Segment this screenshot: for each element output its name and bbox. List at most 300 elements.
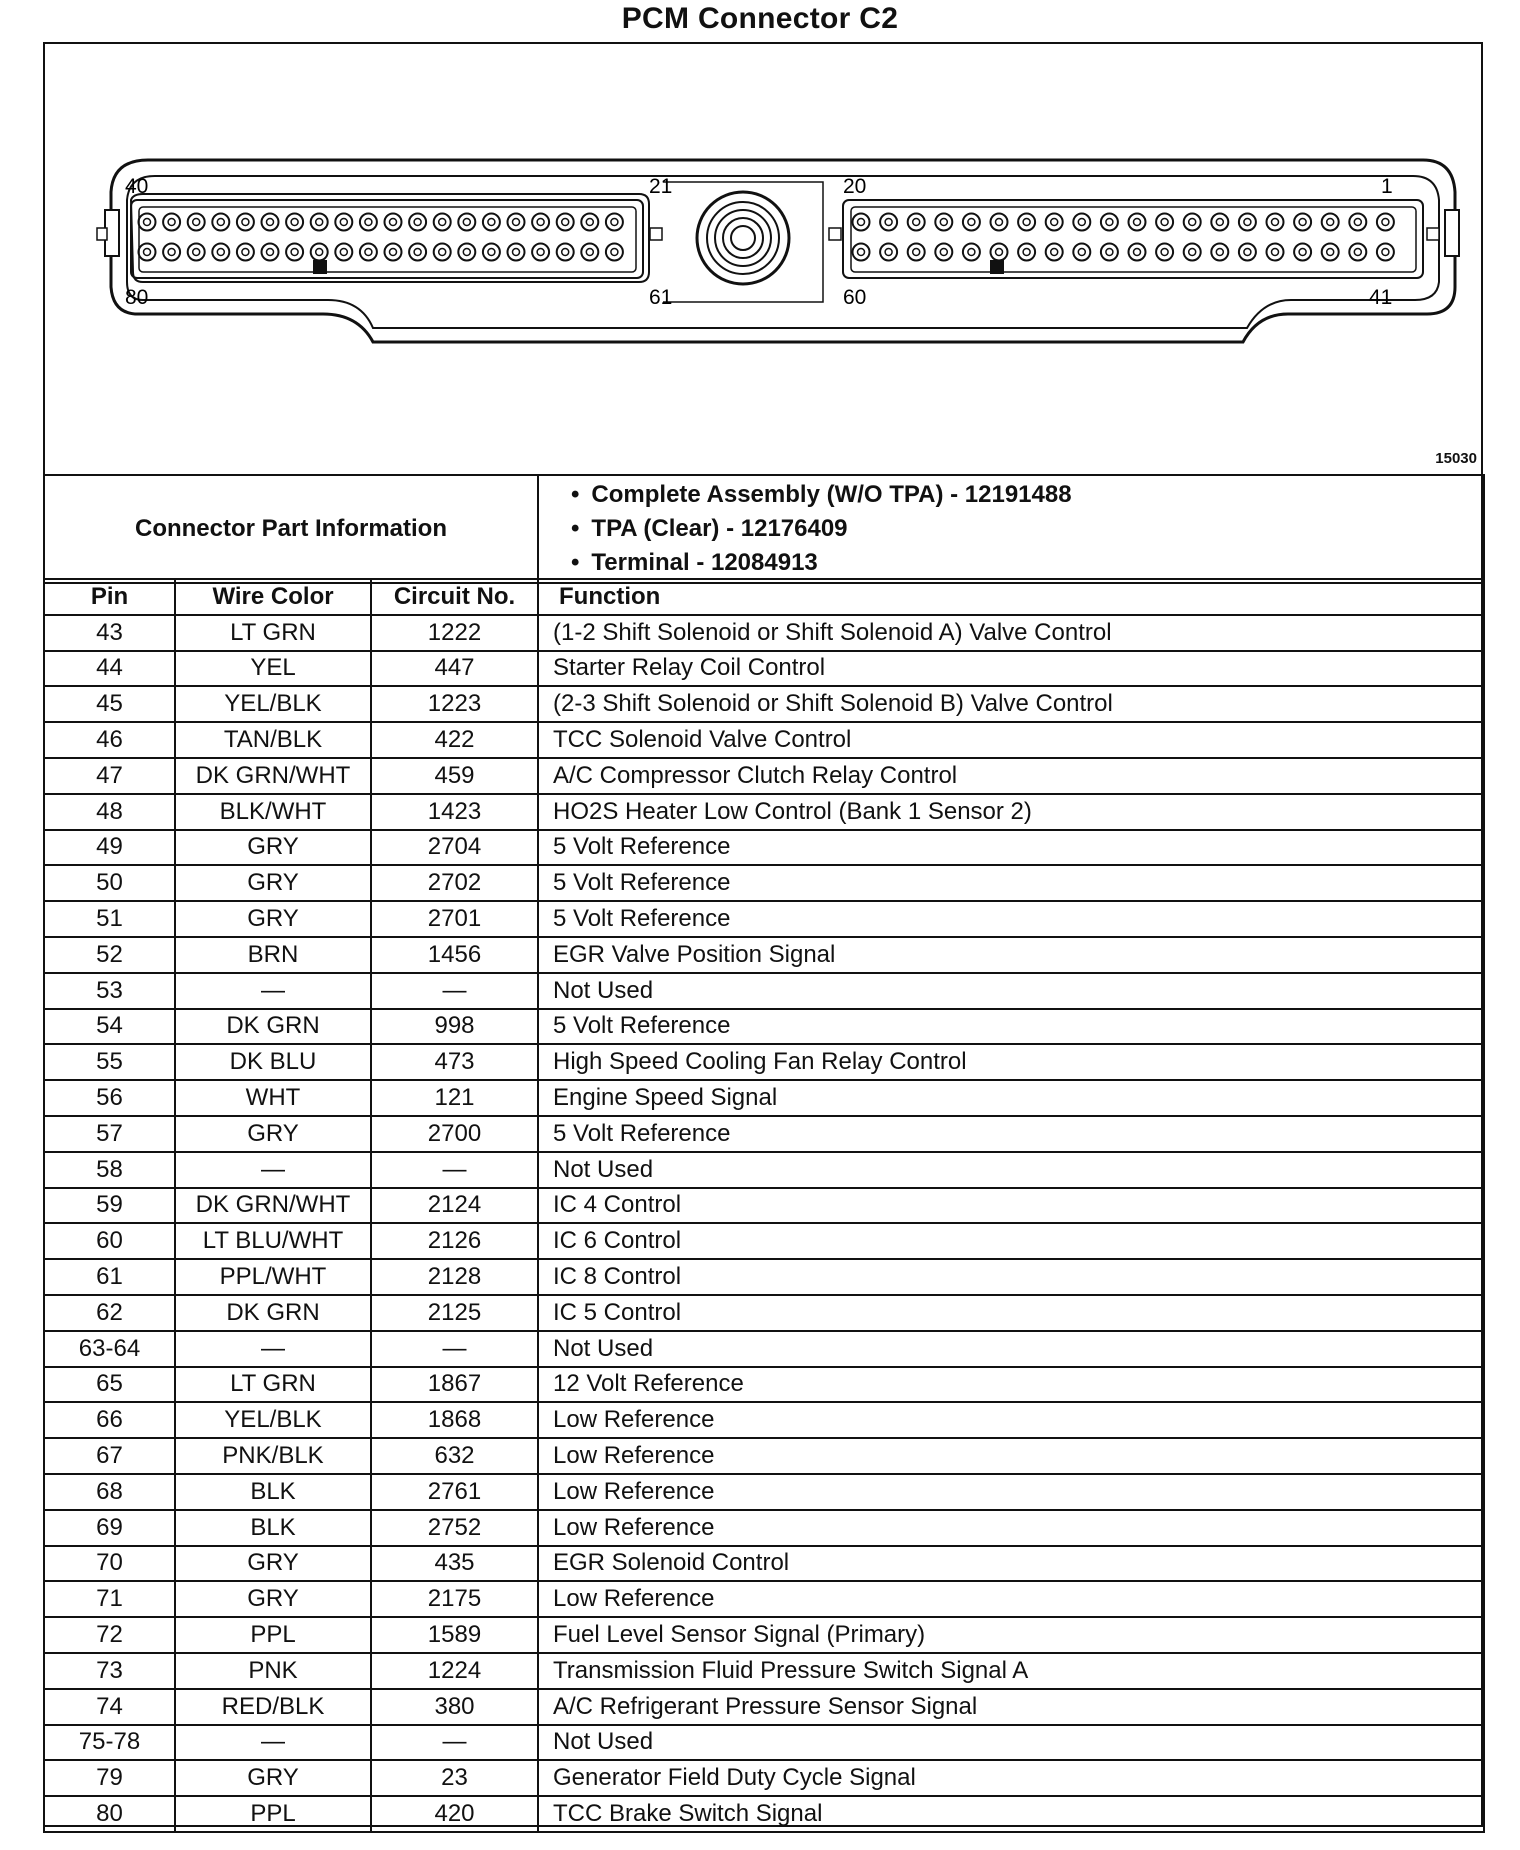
pin-socket-center (1189, 249, 1196, 256)
pin-socket-center (439, 219, 446, 226)
table-row (44, 1653, 1484, 1689)
pin-socket (963, 214, 980, 231)
pin-socket (1267, 244, 1284, 261)
pin-socket (1322, 244, 1339, 261)
pin-cell: 48 (44, 794, 175, 830)
wire-color-cell: DK GRN (175, 1009, 371, 1045)
pin-socket-center (1272, 219, 1279, 226)
table-row (44, 1259, 1484, 1295)
wire-color-cell: GRY (175, 830, 371, 866)
pin-cell: 53 (44, 973, 175, 1009)
function-cell: Not Used (538, 1331, 1484, 1367)
pin-socket-center (291, 219, 298, 226)
pin-socket-center (316, 249, 323, 256)
part-info-item: • TPA (Clear) - 12176409 (571, 512, 1483, 546)
pin-cell: 58 (44, 1152, 175, 1188)
wire-color-cell: BLK (175, 1510, 371, 1546)
function-cell: EGR Solenoid Control (538, 1546, 1484, 1582)
pin-cell: 61 (44, 1259, 175, 1295)
pin-socket (1156, 214, 1173, 231)
table-row (44, 1044, 1484, 1080)
pin-cell: 54 (44, 1009, 175, 1045)
table-row (44, 1689, 1484, 1725)
circuit-no-cell: 1456 (371, 937, 538, 973)
function-cell: IC 5 Control (538, 1295, 1484, 1331)
function-cell: HO2S Heater Low Control (Bank 1 Sensor 2) (538, 794, 1484, 830)
table-row (44, 1510, 1484, 1546)
pin-cell: 44 (44, 651, 175, 687)
pin-socket (311, 214, 328, 231)
pin-socket (991, 214, 1008, 231)
left-block-notch (650, 228, 662, 240)
wire-color-cell: DK GRN (175, 1295, 371, 1331)
pin-socket-center (291, 249, 298, 256)
pin-socket (1322, 214, 1339, 231)
pin-socket (1211, 244, 1228, 261)
pin-socket-center (217, 219, 224, 226)
pin-cell: 51 (44, 901, 175, 937)
pin-cell: 55 (44, 1044, 175, 1080)
pin-socket (1211, 214, 1228, 231)
right-block-notch (829, 228, 841, 240)
circuit-no-cell: 447 (371, 651, 538, 687)
pin-socket-center (1051, 249, 1058, 256)
pin-socket-center (537, 249, 544, 256)
function-cell: Low Reference (538, 1474, 1484, 1510)
pin-socket (163, 214, 180, 231)
pin-socket-center (513, 219, 520, 226)
pin-socket (286, 214, 303, 231)
pin-label-1: 1 (1381, 175, 1393, 198)
pin-socket-center (562, 249, 569, 256)
right-key-square (990, 260, 1004, 274)
pin-socket-center (1134, 219, 1141, 226)
function-cell: EGR Valve Position Signal (538, 937, 1484, 973)
function-cell: High Speed Cooling Fan Relay Control (538, 1044, 1484, 1080)
pin-cell: 46 (44, 722, 175, 758)
table-row (44, 1080, 1484, 1116)
pin-socket (409, 214, 426, 231)
circuit-no-cell: 2704 (371, 830, 538, 866)
pin-socket-center (463, 219, 470, 226)
pin-socket-center (537, 219, 544, 226)
pin-socket (1349, 244, 1366, 261)
function-cell: (1-2 Shift Solenoid or Shift Solenoid A) Valve Control (538, 615, 1484, 651)
pin-socket (1239, 244, 1256, 261)
pin-socket-center (1023, 249, 1030, 256)
pin-socket-center (1051, 219, 1058, 226)
left-pin-frame (131, 200, 643, 278)
function-cell: Transmission Fluid Pressure Switch Signal A (538, 1653, 1484, 1689)
pin-socket-center (1216, 219, 1223, 226)
function-cell: Not Used (538, 1725, 1484, 1761)
pin-table-body (44, 615, 1484, 1832)
pin-socket-center (562, 219, 569, 226)
pin-socket-center (1244, 219, 1251, 226)
pin-socket (532, 214, 549, 231)
pin-socket (935, 244, 952, 261)
pin-socket-center (996, 249, 1003, 256)
circuit-no-cell: 1224 (371, 1653, 538, 1689)
pin-socket-center (193, 249, 200, 256)
function-cell: IC 8 Control (538, 1259, 1484, 1295)
pin-socket (434, 214, 451, 231)
pin-socket (1156, 244, 1173, 261)
function-cell: Generator Field Duty Cycle Signal (538, 1760, 1484, 1796)
wire-color-cell: PNK (175, 1653, 371, 1689)
pin-socket (1377, 214, 1394, 231)
pin-socket-center (439, 249, 446, 256)
pin-socket (557, 214, 574, 231)
pin-socket-center (611, 219, 618, 226)
wire-color-cell: — (175, 973, 371, 1009)
wire-color-cell: PPL/WHT (175, 1259, 371, 1295)
pin-socket (360, 214, 377, 231)
pin-socket-center (267, 249, 274, 256)
function-cell: A/C Refrigerant Pressure Sensor Signal (538, 1689, 1484, 1725)
wire-color-cell: GRY (175, 1760, 371, 1796)
wire-color-cell: PNK/BLK (175, 1438, 371, 1474)
pin-socket-center (390, 219, 397, 226)
pin-socket-center (488, 219, 495, 226)
pin-socket (360, 244, 377, 261)
wire-color-cell: GRY (175, 1546, 371, 1582)
pin-socket (1377, 244, 1394, 261)
function-cell: 5 Volt Reference (538, 1116, 1484, 1152)
pin-cell: 69 (44, 1510, 175, 1546)
circuit-no-cell: 459 (371, 758, 538, 794)
function-cell: Low Reference (538, 1402, 1484, 1438)
pin-label-60: 60 (843, 286, 867, 309)
pin-socket-center (996, 219, 1003, 226)
pin-cell: 57 (44, 1116, 175, 1152)
function-cell: TCC Brake Switch Signal (538, 1796, 1484, 1832)
pin-socket (508, 214, 525, 231)
pin-socket (1129, 214, 1146, 231)
function-cell: Not Used (538, 1152, 1484, 1188)
wire-color-cell: WHT (175, 1080, 371, 1116)
function-cell: Low Reference (538, 1510, 1484, 1546)
table-row (44, 830, 1484, 866)
pin-socket-center (858, 249, 865, 256)
circuit-no-cell: 2761 (371, 1474, 538, 1510)
pin-socket (409, 244, 426, 261)
pin-label-80: 80 (125, 286, 149, 309)
connector-housing-outline (111, 160, 1455, 342)
wire-color-cell: — (175, 1725, 371, 1761)
table-row (44, 615, 1484, 651)
pin-socket-center (144, 249, 151, 256)
pin-socket (1294, 244, 1311, 261)
pin-socket-center (1299, 249, 1306, 256)
pin-cell: 50 (44, 865, 175, 901)
pin-cell: 72 (44, 1617, 175, 1653)
pin-cell: 47 (44, 758, 175, 794)
wire-color-cell: GRY (175, 901, 371, 937)
part-info-list-cell (538, 475, 1484, 583)
pin-socket-center (267, 219, 274, 226)
table-row (44, 937, 1484, 973)
pin-socket (434, 244, 451, 261)
wire-color-cell: — (175, 1152, 371, 1188)
table-row (44, 1402, 1484, 1438)
pin-socket-center (1382, 219, 1389, 226)
pin-table (43, 578, 1485, 1833)
table-row (44, 1367, 1484, 1403)
pin-socket (880, 214, 897, 231)
function-cell: A/C Compressor Clutch Relay Control (538, 758, 1484, 794)
circuit-no-cell: — (371, 973, 538, 1009)
wire-color-cell: GRY (175, 1581, 371, 1617)
pin-label-21: 21 (649, 175, 673, 198)
pin-socket-center (1244, 249, 1251, 256)
wire-color-cell: YEL/BLK (175, 1402, 371, 1438)
pin-socket (1018, 214, 1035, 231)
function-cell: IC 4 Control (538, 1188, 1484, 1224)
pin-socket-center (1272, 249, 1279, 256)
circuit-no-cell: 1222 (371, 615, 538, 651)
circuit-no-cell: 23 (371, 1760, 538, 1796)
pin-cell: 75-78 (44, 1725, 175, 1761)
pin-socket (385, 214, 402, 231)
part-info-list (539, 476, 1483, 582)
pin-socket (1129, 244, 1146, 261)
header-function: Function (538, 579, 1484, 615)
pin-cell: 67 (44, 1438, 175, 1474)
circuit-no-cell: — (371, 1725, 538, 1761)
wire-color-cell: BLK (175, 1474, 371, 1510)
circuit-no-cell: 380 (371, 1689, 538, 1725)
pin-socket (483, 214, 500, 231)
pin-socket (458, 214, 475, 231)
pin-socket-center (242, 219, 249, 226)
wire-color-cell: DK BLU (175, 1044, 371, 1080)
pin-socket (606, 214, 623, 231)
pin-socket (1349, 214, 1366, 231)
pin-socket (991, 244, 1008, 261)
wire-color-cell: GRY (175, 1116, 371, 1152)
circuit-no-cell: 1589 (371, 1617, 538, 1653)
pin-cell: 74 (44, 1689, 175, 1725)
pin-socket-center (1078, 249, 1085, 256)
pin-socket (1046, 244, 1063, 261)
circuit-no-cell: 2752 (371, 1510, 538, 1546)
circuit-no-cell: 2702 (371, 865, 538, 901)
page-title: PCM Connector C2 (621, 2, 899, 35)
wire-color-cell: BRN (175, 937, 371, 973)
pin-socket-center (586, 219, 593, 226)
connector-diagram (43, 42, 1483, 474)
pin-cell: 43 (44, 615, 175, 651)
pin-socket (1267, 214, 1284, 231)
connector-part-information (43, 474, 1485, 584)
pin-socket-center (913, 249, 920, 256)
wire-color-cell: GRY (175, 865, 371, 901)
pin-socket-center (193, 219, 200, 226)
pin-socket-center (390, 249, 397, 256)
right-latch-tab (1445, 210, 1459, 256)
center-bolt-ring-3 (723, 218, 763, 258)
pin-socket (1101, 214, 1118, 231)
pin-socket-center (885, 249, 892, 256)
circuit-no-cell: 473 (371, 1044, 538, 1080)
figure-number: 15030 (1435, 450, 1477, 467)
circuit-no-cell: 1223 (371, 686, 538, 722)
pin-socket (139, 244, 156, 261)
pin-socket-center (611, 249, 618, 256)
right-small-notch (1427, 228, 1439, 240)
pin-socket-center (586, 249, 593, 256)
pin-socket (385, 244, 402, 261)
pin-cell: 60 (44, 1223, 175, 1259)
left-key-square (313, 260, 327, 274)
table-row (44, 1116, 1484, 1152)
table-row (44, 651, 1484, 687)
pin-socket-center (1299, 219, 1306, 226)
pin-socket-center (968, 249, 975, 256)
circuit-no-cell: 2124 (371, 1188, 538, 1224)
pin-socket (581, 214, 598, 231)
header-wire-color: Wire Color (175, 579, 371, 615)
function-cell: 5 Volt Reference (538, 901, 1484, 937)
pin-socket (212, 244, 229, 261)
pin-cell: 52 (44, 937, 175, 973)
circuit-no-cell: 1868 (371, 1402, 538, 1438)
function-cell: 5 Volt Reference (538, 865, 1484, 901)
pin-socket (853, 244, 870, 261)
table-row (44, 722, 1484, 758)
header-pin: Pin (44, 579, 175, 615)
table-row (44, 901, 1484, 937)
table-row (44, 1009, 1484, 1045)
pin-label-20: 20 (843, 175, 867, 198)
part-info-label: Connector Part Information (44, 475, 538, 583)
function-cell: Not Used (538, 973, 1484, 1009)
wire-color-cell: RED/BLK (175, 1689, 371, 1725)
pin-socket (212, 214, 229, 231)
pin-socket (188, 244, 205, 261)
pin-socket-center (1327, 249, 1334, 256)
pin-cell: 49 (44, 830, 175, 866)
pin-socket (237, 244, 254, 261)
circuit-no-cell: 2128 (371, 1259, 538, 1295)
function-cell: Low Reference (538, 1438, 1484, 1474)
right-pin-frame (843, 200, 1423, 278)
pin-socket (606, 244, 623, 261)
pin-cell: 80 (44, 1796, 175, 1832)
pin-socket (1018, 244, 1035, 261)
pin-socket (908, 244, 925, 261)
table-row (44, 1331, 1484, 1367)
pin-socket (1184, 244, 1201, 261)
pin-socket (237, 214, 254, 231)
table-row (44, 1474, 1484, 1510)
pin-table-header (44, 579, 1484, 615)
pin-socket (532, 244, 549, 261)
left-small-notch (97, 228, 107, 240)
pin-cell: 71 (44, 1581, 175, 1617)
pin-socket-center (885, 219, 892, 226)
circuit-no-cell: 435 (371, 1546, 538, 1582)
pin-socket (163, 244, 180, 261)
function-cell: Low Reference (538, 1581, 1484, 1617)
pin-socket (262, 214, 279, 231)
pin-socket-center (1354, 219, 1361, 226)
function-cell: TCC Solenoid Valve Control (538, 722, 1484, 758)
pin-socket-center (1216, 249, 1223, 256)
circuit-no-cell: 1867 (371, 1367, 538, 1403)
part-info-item: • Terminal - 12084913 (571, 546, 1483, 580)
pin-socket-center (940, 219, 947, 226)
pin-socket (908, 214, 925, 231)
pin-socket-center (1161, 249, 1168, 256)
function-cell: Starter Relay Coil Control (538, 651, 1484, 687)
table-row (44, 973, 1484, 1009)
pin-socket (508, 244, 525, 261)
pin-socket-center (940, 249, 947, 256)
pin-socket (483, 244, 500, 261)
table-row (44, 758, 1484, 794)
circuit-no-cell: 2126 (371, 1223, 538, 1259)
pin-socket (458, 244, 475, 261)
circuit-no-cell: 420 (371, 1796, 538, 1832)
wire-color-cell: DK GRN/WHT (175, 1188, 371, 1224)
pin-socket (853, 214, 870, 231)
pin-socket-center (414, 219, 421, 226)
pin-socket-center (340, 219, 347, 226)
pin-socket (262, 244, 279, 261)
pin-socket (335, 214, 352, 231)
table-row (44, 1760, 1484, 1796)
pin-socket (1073, 214, 1090, 231)
pin-socket (557, 244, 574, 261)
circuit-no-cell: 632 (371, 1438, 538, 1474)
pin-socket-center (1161, 219, 1168, 226)
pin-socket-center (1023, 219, 1030, 226)
pin-socket-center (513, 249, 520, 256)
pin-cell: 45 (44, 686, 175, 722)
connector-housing-inner (127, 176, 1439, 328)
circuit-no-cell: — (371, 1331, 538, 1367)
pin-socket (880, 244, 897, 261)
pin-cell: 65 (44, 1367, 175, 1403)
circuit-no-cell: 2700 (371, 1116, 538, 1152)
wire-color-cell: LT GRN (175, 1367, 371, 1403)
table-row (44, 1223, 1484, 1259)
pin-socket (1239, 214, 1256, 231)
pin-socket-center (488, 249, 495, 256)
pin-socket-center (463, 249, 470, 256)
function-cell: Fuel Level Sensor Signal (Primary) (538, 1617, 1484, 1653)
right-inner-frame (851, 207, 1416, 272)
pin-socket-center (168, 249, 175, 256)
table-row (44, 1438, 1484, 1474)
wire-color-cell: — (175, 1331, 371, 1367)
function-cell: 5 Volt Reference (538, 1009, 1484, 1045)
pin-socket-center (1078, 219, 1085, 226)
wire-color-cell: PPL (175, 1617, 371, 1653)
table-row (44, 1581, 1484, 1617)
pin-cell: 62 (44, 1295, 175, 1331)
function-cell: IC 6 Control (538, 1223, 1484, 1259)
function-cell: 5 Volt Reference (538, 830, 1484, 866)
pin-socket (286, 244, 303, 261)
pin-socket (139, 214, 156, 231)
table-row (44, 794, 1484, 830)
pin-socket (311, 244, 328, 261)
pin-cell: 73 (44, 1653, 175, 1689)
center-bolt-core (731, 226, 755, 250)
